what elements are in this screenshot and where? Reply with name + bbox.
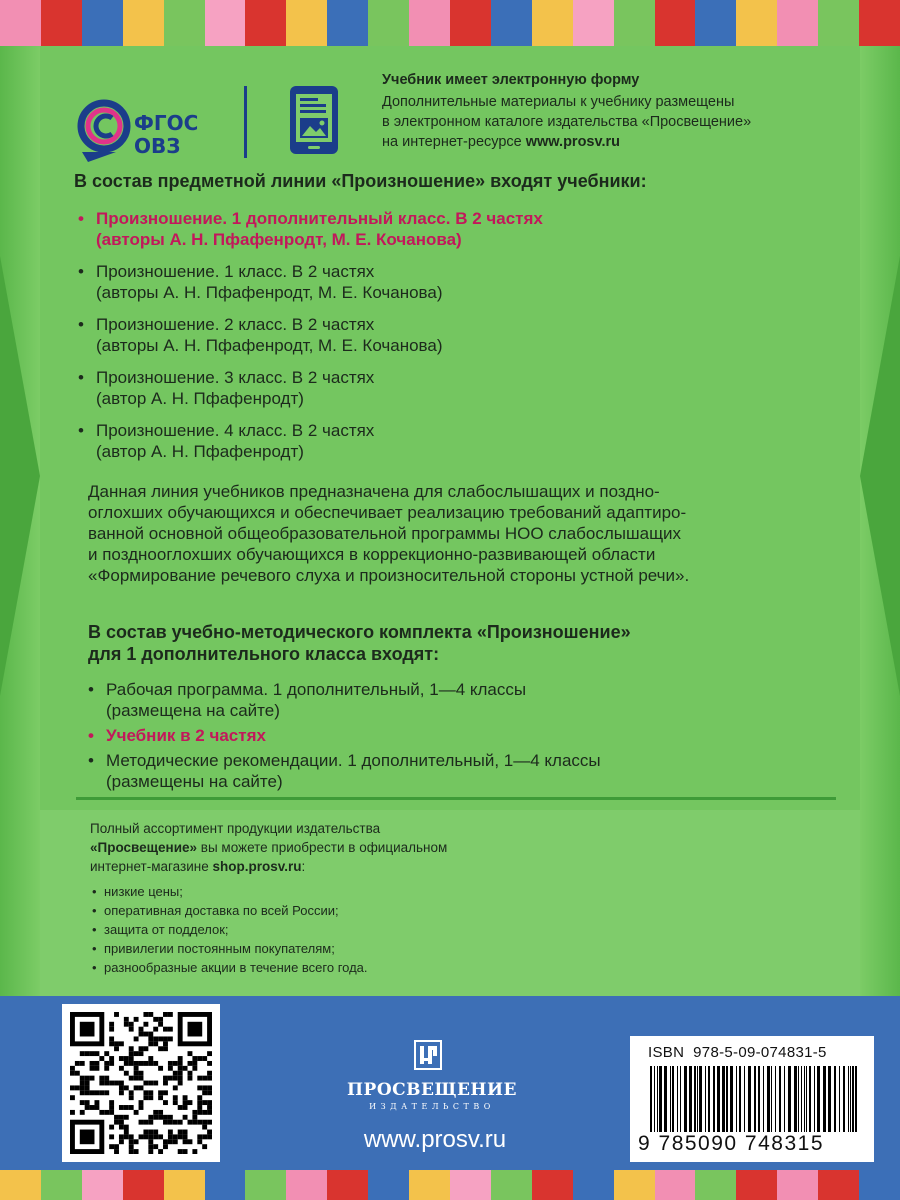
stripe-segment: [205, 0, 246, 46]
publisher-url-link[interactable]: www.prosv.ru: [363, 1126, 507, 1153]
left-decorative-edge: [0, 46, 40, 996]
shop-benefit-item: • низкие цены;: [92, 882, 368, 901]
textbook-title: • Произношение. 2 класс. В 2 частях: [96, 315, 375, 334]
stripe-segment: [818, 1170, 859, 1200]
shop-line-3-suffix: :: [301, 859, 306, 874]
stripe-segment: [327, 1170, 368, 1200]
textbook-item-5: [78, 420, 543, 462]
shop-line-3: [90, 857, 570, 876]
stripe-segment: [123, 0, 164, 46]
line-section-heading: В состав предметной линии «Произношение» входят учебники:: [74, 171, 647, 191]
eform-title: Учебник имеет электронную форму: [382, 72, 640, 88]
stripe-segment: [573, 0, 614, 46]
qr-code-icon[interactable]: [62, 1004, 220, 1162]
line-description: [88, 481, 808, 586]
isbn-value: 978-5-09-074831-5: [693, 1044, 827, 1061]
stripe-segment: [450, 0, 491, 46]
textbook-list: [78, 208, 543, 473]
kit-section-heading: [88, 621, 631, 665]
stripe-segment: [123, 1170, 164, 1200]
stripe-segment: [0, 0, 41, 46]
kit-list: [88, 679, 601, 803]
kit-item-title: • Учебник в 2 частях: [106, 726, 266, 745]
kit-item-title: • Методические рекомендации. 1 дополнительный, 1—4 классы: [106, 751, 601, 770]
bottom-color-stripes: [0, 1170, 900, 1200]
kit-item-2: [88, 725, 601, 746]
stripe-segment: [368, 0, 409, 46]
description-line: ванной основной общеобразовательной программы НОО слабослышащих: [88, 524, 682, 543]
textbook-authors: (автор А. Н. Пфафенродт): [96, 442, 304, 461]
kit-item-1: [88, 679, 601, 721]
stripe-segment: [205, 1170, 246, 1200]
kit-item-3: [88, 750, 601, 792]
shop-benefit-item: • оперативная доставка по всей России;: [92, 901, 368, 920]
stripe-segment: [164, 0, 205, 46]
stripe-segment: [164, 1170, 205, 1200]
shop-benefit-item: • привилегии постоянным покупателям;: [92, 939, 368, 958]
stripe-segment: [859, 0, 900, 46]
textbook-item-2: [78, 261, 543, 303]
stripe-segment: [818, 0, 859, 46]
kit-item-note: (размещена на сайте): [106, 701, 280, 720]
eform-description: [382, 92, 842, 152]
eform-line-3-prefix: на интернет-ресурсе: [382, 134, 526, 150]
publisher-logo-icon: [414, 1040, 442, 1072]
stripe-segment: [286, 0, 327, 46]
barcode-digits: 9 785090 748315: [638, 1132, 824, 1155]
textbook-title: • Произношение. 1 класс. В 2 частях: [96, 262, 375, 281]
eform-line-3: [382, 132, 842, 152]
stripe-segment: [614, 1170, 655, 1200]
kit-item-note: (размещены на сайте): [106, 772, 283, 791]
publisher-name: ПРОСВЕЩЕНИЕ: [346, 1080, 518, 1100]
stripe-segment: [736, 0, 777, 46]
qr-code-graphic: [70, 1012, 212, 1154]
stripe-segment: [736, 1170, 777, 1200]
kit-heading-line-1: В состав учебно-методического комплекта «Произношение»: [88, 622, 631, 642]
description-line: «Формирование речевого слуха и произносительной стороны устной речи».: [88, 566, 690, 585]
shop-url-link[interactable]: shop.prosv.ru: [212, 859, 302, 874]
stripe-segment: [573, 1170, 614, 1200]
stripe-segment: [655, 1170, 696, 1200]
stripe-segment: [409, 1170, 450, 1200]
section-divider: [76, 797, 836, 800]
eform-line-1: Дополнительные материалы к учебнику размещены: [382, 94, 735, 110]
stripe-segment: [82, 1170, 123, 1200]
stripe-segment: [245, 1170, 286, 1200]
stripe-segment: [491, 0, 532, 46]
textbook-item-1: [78, 208, 543, 250]
textbook-item-3: [78, 314, 543, 356]
description-line: и позднооглохших обучающихся в коррекционно-развивающей области: [88, 545, 656, 564]
barcode-icon: [646, 1066, 860, 1132]
isbn-label-text: ISBN: [648, 1044, 685, 1061]
top-color-stripes: [0, 0, 900, 46]
eform-url-link[interactable]: www.prosv.ru: [525, 134, 621, 150]
stripe-segment: [491, 1170, 532, 1200]
textbook-title: • Произношение. 4 класс. В 2 частях: [96, 421, 375, 440]
shop-publisher-name: «Просвещение»: [90, 840, 198, 855]
stripe-segment: [859, 1170, 900, 1200]
description-line: Данная линия учебников предназначена для слабослышащих и поздно-: [88, 482, 660, 501]
stripe-segment: [82, 0, 123, 46]
stripe-segment: [327, 0, 368, 46]
textbook-authors: (авторы А. Н. Пфафенродт, М. Е. Кочанова): [96, 336, 443, 355]
isbn-label: [648, 1044, 827, 1061]
logo-line-2: ОВЗ: [134, 134, 181, 158]
stripe-segment: [409, 0, 450, 46]
stripe-segment: [777, 1170, 818, 1200]
textbook-item-4: [78, 367, 543, 409]
stripe-segment: [450, 1170, 491, 1200]
shop-line-2-rest: вы можете приобрести в официальном: [197, 840, 448, 855]
textbook-authors: (авторы А. Н. Пфафенродт, М. Е. Кочанова): [96, 230, 462, 249]
logo-line-1: ФГОС: [134, 111, 199, 135]
header-divider: [244, 86, 247, 158]
textbook-authors: (автор А. Н. Пфафенродт): [96, 389, 304, 408]
stripe-segment: [695, 0, 736, 46]
shop-line-2: [90, 838, 570, 857]
right-decorative-edge: [860, 46, 900, 996]
shop-line-1: Полный ассортимент продукции издательства: [90, 821, 381, 836]
publisher-subtitle: ИЗДАТЕЛЬСТВО: [369, 1102, 495, 1111]
stripe-segment: [532, 1170, 573, 1200]
stripe-segment: [0, 1170, 41, 1200]
kit-item-title: • Рабочая программа. 1 дополнительный, 1—4 классы: [106, 680, 527, 699]
description-line: оглохших обучающихся и обеспечивает реализацию требований адаптиро-: [88, 503, 687, 522]
stripe-segment: [532, 0, 573, 46]
stripe-segment: [245, 0, 286, 46]
stripe-segment: [614, 0, 655, 46]
stripe-segment: [777, 0, 818, 46]
kit-heading-line-2: для 1 дополнительного класса входят:: [88, 644, 440, 664]
textbook-authors: (авторы А. Н. Пфафенродт, М. Е. Кочанова): [96, 283, 443, 302]
shop-line-3-prefix: интернет-магазине: [90, 859, 213, 874]
stripe-segment: [695, 1170, 736, 1200]
fgos-logo-text: [134, 112, 198, 158]
tablet-icon: [288, 84, 340, 156]
shop-info: [90, 819, 570, 876]
textbook-title: • Произношение. 1 дополнительный класс. В 2 частях: [96, 209, 543, 228]
stripe-segment: [655, 0, 696, 46]
stripe-segment: [368, 1170, 409, 1200]
shop-benefits-list: [92, 882, 368, 977]
shop-benefit-item: • разнообразные акции в течение всего года.: [92, 958, 368, 977]
stripe-segment: [41, 0, 82, 46]
shop-benefit-item: • защита от подделок;: [92, 920, 368, 939]
eform-line-2: в электронном каталоге издательства «Просвещение»: [382, 114, 752, 130]
stripe-segment: [286, 1170, 327, 1200]
textbook-title: • Произношение. 3 класс. В 2 частях: [96, 368, 375, 387]
isbn-barcode-block: [630, 1036, 874, 1162]
stripe-segment: [41, 1170, 82, 1200]
